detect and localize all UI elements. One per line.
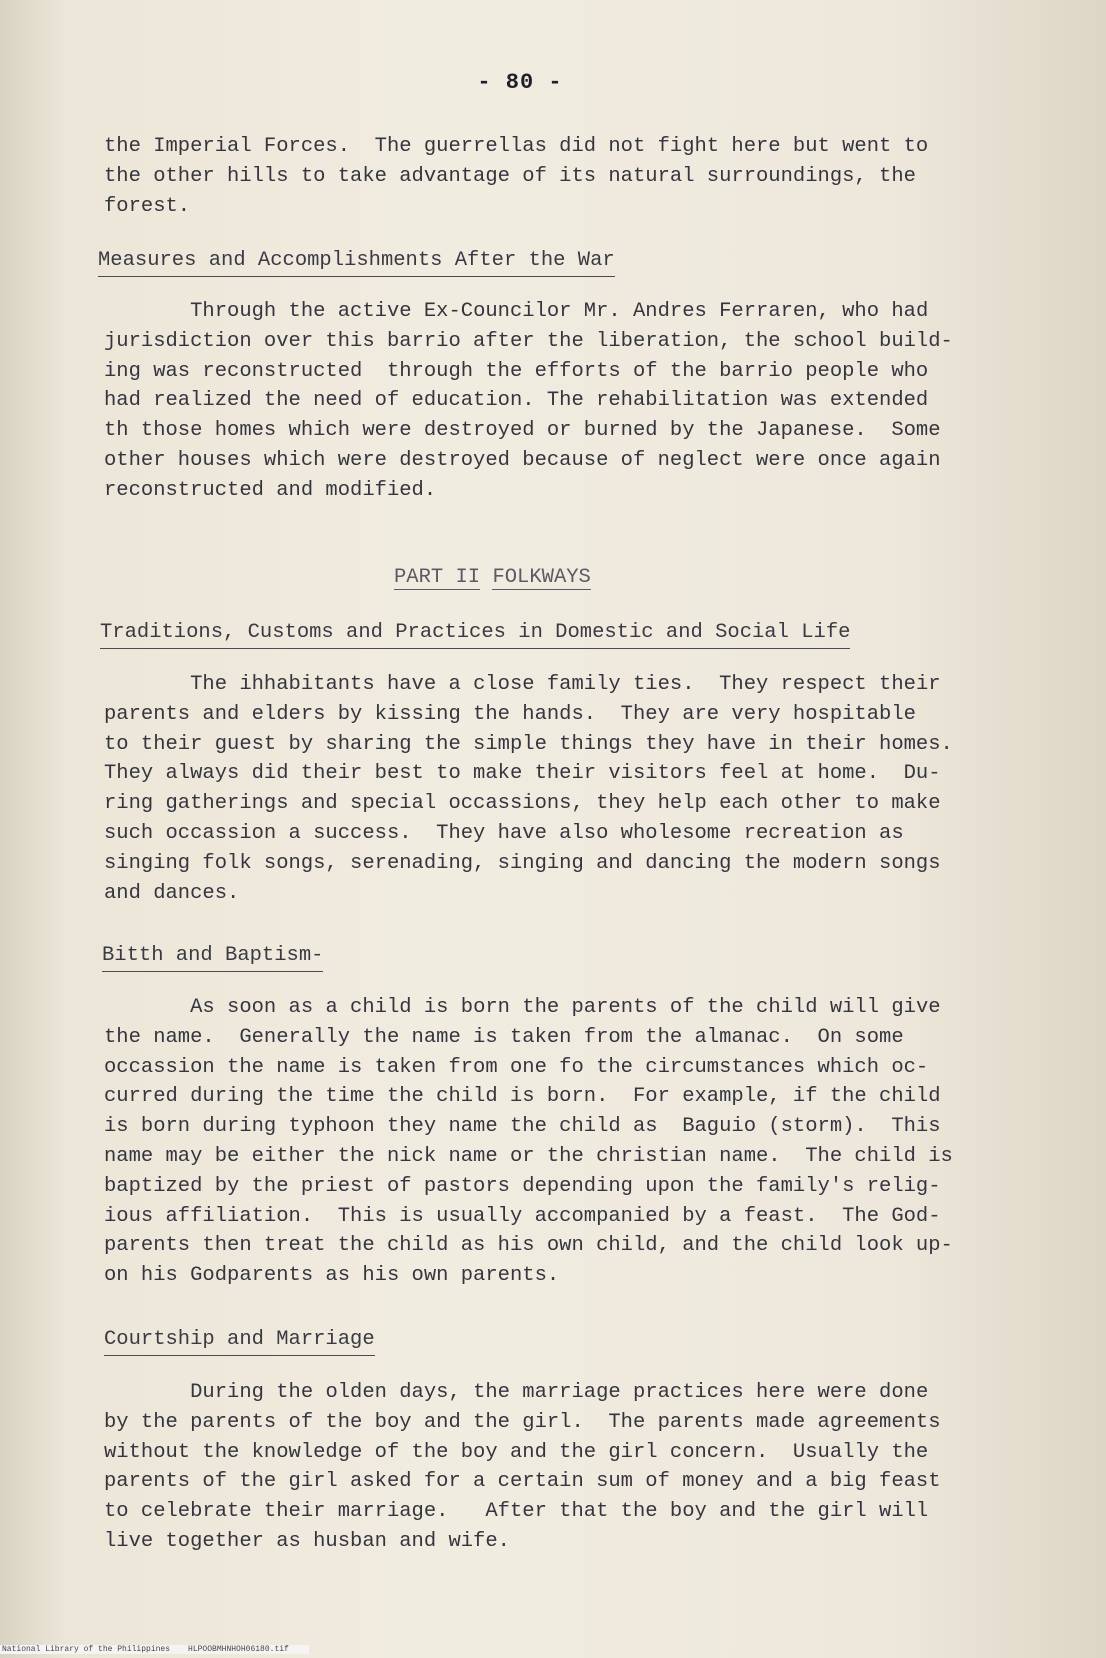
- heading-measures: Measures and Accomplishments After the War: [98, 248, 615, 277]
- heading-birth: Bitth and Baptism-: [102, 943, 323, 972]
- paragraph-traditions: The ihhabitants have a close family ties. They respect their parents and elders by kissing the hands. They are very hospitable to their guest by sharing the simple things they have in their homes. They always did their best to make their visitors feel at home. Du- ring gatherings and special occassions, they help each other to make such occassion a success. They have also wholesome recreation as singing folk songs, serenading, singing and dancing the modern songs and dances.: [104, 673, 953, 905]
- footer-file-id: HLPOOBMHNHOH06180.tif: [188, 1645, 289, 1654]
- paragraph-courtship: During the olden days, the marriage practices here were done by the parents of the boy and the girl. The parents made agreements without the knowledge of the boy and the girl concern. Usually the parents of the girl asked for a certain sum of money and a big feast to celebrate their marriage. After that the boy and the girl will live together as husban and wife.: [104, 1381, 941, 1553]
- part-name: FOLKWAYS: [492, 566, 591, 589]
- paragraph-war-end: the Imperial Forces. The guerrellas did not fight here but went to the other hills to take advantage of its natural surroundings, the forest.: [104, 135, 929, 218]
- part-title: [394, 566, 591, 589]
- footer-library: National Library of the Philippines: [2, 1645, 171, 1654]
- part-label: PART II: [394, 566, 481, 589]
- page-number: - 80 -: [477, 70, 563, 95]
- heading-traditions: Traditions, Customs and Practices in Domestic and Social Life: [100, 620, 850, 649]
- paragraph-measures: Through the active Ex-Councilor Mr. Andres Ferraren, who had jurisdiction over this barrio after the liberation, the school build- ing was reconstructed through the efforts of the barrio people who had realized the need of education. The rehabilitation was extended th those homes which were destroyed or burned by the Japanese. Some other houses which were destroyed because of neglect were once again reconstructed and modified.: [104, 300, 953, 502]
- paragraph-birth: As soon as a child is born the parents of the child will give the name. Generally the name is taken from the almanac. On some occassion the name is taken from one fo the circumstances which oc- curred during the time the child is born. For example, if the child is born during typhoon they name the child as Baguio (storm). This name may be either the nick name or the christian name. The child is baptized by the priest of pastors depending upon the family's relig- ious affiliation. This is usually accompanied by a feast. The God- parents then treat the child as his own child, and the child look up- on his Godparents as his own parents.: [104, 996, 953, 1288]
- scan-footer: [0, 1645, 309, 1654]
- heading-courtship: Courtship and Marriage: [104, 1327, 375, 1356]
